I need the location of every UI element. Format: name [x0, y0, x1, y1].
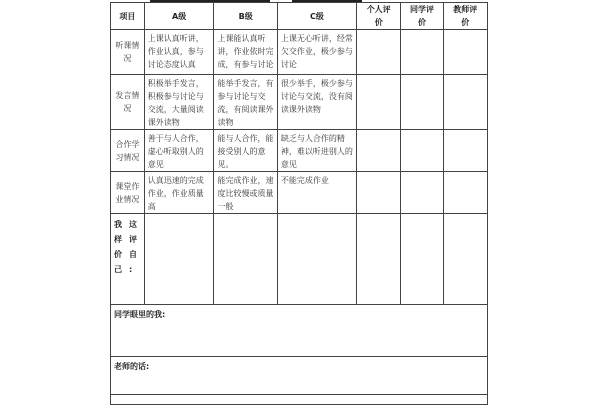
grade-a-desc: 上课认真听讲，作业认真，参与讨论态度认真 — [144, 30, 214, 75]
grade-c-desc: 不能完成作业 — [277, 172, 356, 214]
row-label: 课堂作业情况 — [111, 172, 145, 214]
self-eval-char: 这 — [129, 220, 137, 229]
header-peer-eval: 同学评 价 — [401, 3, 443, 30]
grade-a-desc: 积极举手发言，积极参与讨论与交流，大量阅读课外读物 — [144, 75, 214, 130]
peer-eval-cell[interactable] — [401, 172, 443, 214]
self-eval-cell[interactable] — [357, 30, 401, 75]
grade-c-desc: 上课无心听讲，经常欠交作业，极少参与讨论 — [277, 30, 356, 75]
header-row — [111, 3, 488, 30]
peer-eval-cell[interactable] — [401, 130, 443, 172]
self-eval-cell[interactable] — [357, 214, 401, 305]
grade-b-desc: 能完成作业，速度比较慢或质量一般 — [214, 172, 277, 214]
header-grade-b: B级 — [214, 3, 277, 30]
teacher-eval-cell[interactable] — [443, 214, 487, 305]
table-row-listening — [111, 30, 488, 75]
self-eval-char: 评 — [129, 235, 137, 244]
teacher-eval-cell[interactable] — [443, 172, 487, 214]
grade-a-desc: 认真迅速的完成作业，作业质量高 — [144, 172, 214, 214]
row-label: 合作学习情况 — [111, 130, 145, 172]
self-eval-cell[interactable] — [357, 75, 401, 130]
teacher-eval-cell[interactable] — [443, 130, 487, 172]
header-grade-a: A级 — [144, 3, 214, 30]
self-eval-cell[interactable] — [357, 172, 401, 214]
table-row-homework — [111, 172, 488, 214]
self-eval-char: 自 — [129, 250, 137, 259]
self-eval-area-c[interactable] — [277, 214, 356, 305]
peer-eval-cell[interactable] — [401, 214, 443, 305]
self-eval-cell[interactable] — [357, 130, 401, 172]
grade-c-desc: 很少举手，极少参与讨论与交流，没有阅读课外读物 — [277, 75, 356, 130]
grade-b-desc: 上课能认真听讲，作业依时完成，有参与讨论 — [214, 30, 277, 75]
row-label: 听课情况 — [111, 30, 145, 75]
teacher-eval-cell[interactable] — [443, 30, 487, 75]
table-row-speaking — [111, 75, 488, 130]
header-grade-c: C级 — [277, 3, 356, 30]
self-eval-char: 价 — [114, 250, 122, 259]
teacher-eval-cell[interactable] — [443, 75, 487, 130]
peer-eval-cell[interactable] — [401, 75, 443, 130]
peer-view-row — [111, 305, 488, 357]
header-teacher-eval: 教师评 价 — [443, 3, 487, 30]
peer-eval-cell[interactable] — [401, 30, 443, 75]
teacher-words-row — [111, 357, 488, 395]
self-eval-label — [111, 214, 145, 305]
self-eval-char: 样 — [114, 235, 122, 244]
grade-b-desc: 能举手发言，有参与讨论与交流，有阅读课外读物 — [214, 75, 277, 130]
row-label: 发言情况 — [111, 75, 145, 130]
self-eval-char: 我 — [114, 220, 122, 229]
self-eval-char: : — [129, 265, 133, 274]
grade-a-desc: 善于与人合作，虚心听取别人的意见 — [144, 130, 214, 172]
self-eval-area-b[interactable] — [214, 214, 277, 305]
self-eval-area-a[interactable] — [144, 214, 214, 305]
header-self-eval: 个人评 价 — [357, 3, 401, 30]
grade-b-desc: 能与人合作，能接受别人的意见。 — [214, 130, 277, 172]
evaluation-table — [110, 2, 488, 405]
grade-c-desc: 缺乏与人合作的精神，难以听进别人的意见 — [277, 130, 356, 172]
table-row-cooperation — [111, 130, 488, 172]
self-eval-char: 己 — [114, 265, 122, 274]
self-evaluation-row — [111, 214, 488, 305]
header-item: 项目 — [111, 3, 145, 30]
teacher-words-label[interactable]: 老师的话: — [111, 357, 488, 395]
peer-view-label[interactable]: 同学眼里的我: — [111, 305, 488, 357]
